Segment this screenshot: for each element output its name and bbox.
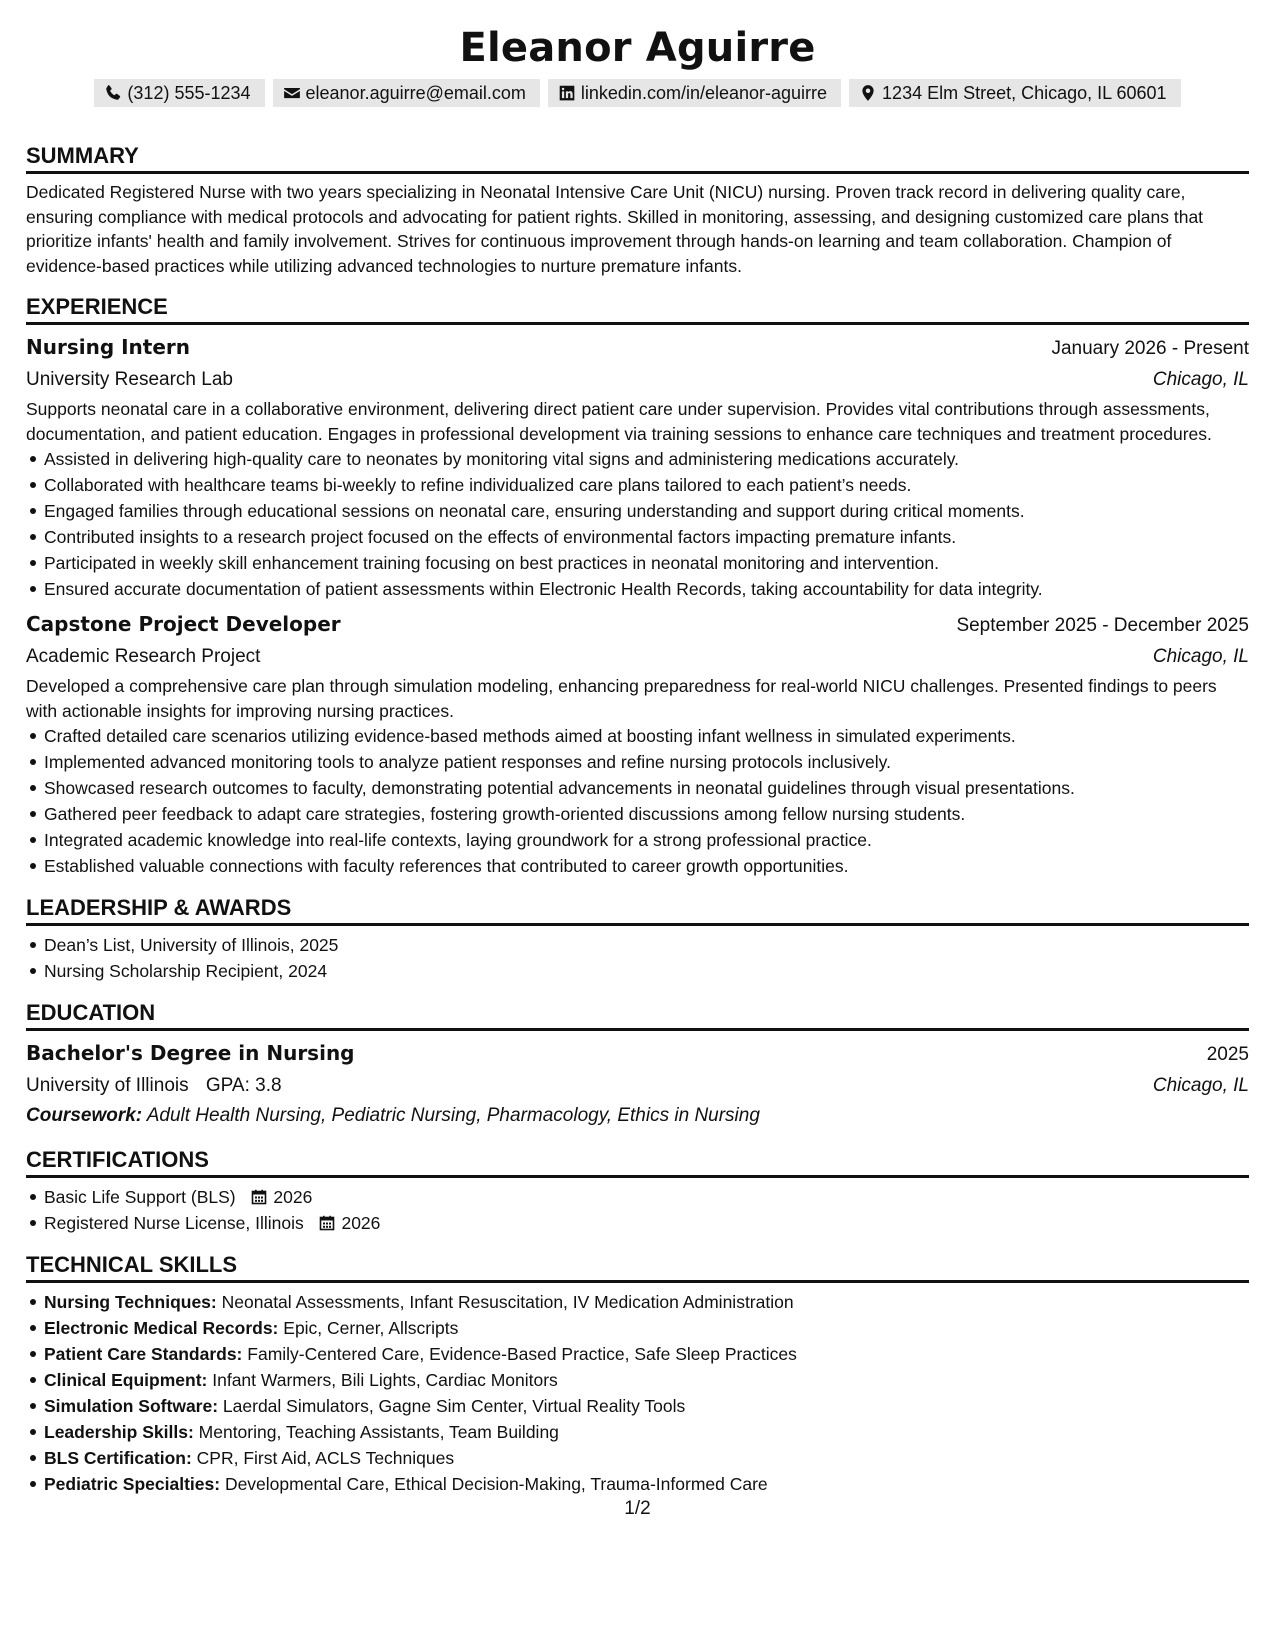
job-dates: January 2026 - Present [1051,338,1249,359]
job-location: Chicago, IL [1152,369,1249,390]
skill-values: Neonatal Assessments, Infant Resuscitation, IV Medication Administration [221,1292,794,1312]
education-section [26,998,1249,1131]
skill-values: Mentoring, Teaching Assistants, Team Building [198,1422,559,1442]
linkedin-chip[interactable] [548,79,841,107]
degree-title: Bachelor's Degree in Nursing [26,1041,355,1065]
list-item [26,1367,1249,1393]
certifications-list [26,1184,1249,1236]
list-item [26,1445,1249,1471]
list-item [26,1184,1249,1210]
job-location: Chicago, IL [1152,646,1249,667]
list-item: Engaged families through educational sessions on neonatal care, ensuring understanding and support during critical moments. [26,498,1249,524]
experience-section [26,292,1249,879]
certifications-section [26,1145,1249,1236]
list-item: Crafted detailed care scenarios utilizing evidence-based methods aimed at boosting infant wellness in simulated experiments. [26,723,1249,749]
section-title: CERTIFICATIONS [26,1147,209,1172]
section-divider [26,1175,1249,1178]
job-entry [26,331,1249,602]
skill-values: Epic, Cerner, Allscripts [283,1318,459,1338]
section-title: EDUCATION [26,1000,156,1025]
street-address: 1234 Elm Street, Chicago, IL 60601 [882,83,1167,103]
linkedin-url: linkedin.com/in/eleanor-aguirre [580,83,828,103]
job-entry [26,608,1249,879]
job-title: Capstone Project Developer [26,612,341,636]
skill-category: Patient Care Standards: [44,1344,243,1364]
list-item: Implemented advanced monitoring tools to analyze patient responses and refine nursing protocols inclusively. [26,749,1249,775]
coursework-list: Adult Health Nursing, Pediatric Nursing, Pharmacology, Ethics in Nursing [146,1105,760,1126]
certification-name: Registered Nurse License, Illinois [44,1213,304,1233]
phone-chip[interactable] [94,79,264,107]
skill-values: Developmental Care, Ethical Decision-Making, Trauma-Informed Care [224,1474,768,1494]
job-organization: Academic Research Project [26,646,261,667]
list-item: Established valuable connections with faculty references that contributed to career growth opportunities. [26,853,1249,879]
skills-section [26,1250,1249,1497]
list-item [26,1210,1249,1236]
calendar-icon [251,1189,267,1205]
linkedin-icon [558,84,576,102]
section-divider [26,1028,1249,1031]
skill-category: Electronic Medical Records: [44,1318,279,1338]
skill-values: CPR, First Aid, ACLS Techniques [196,1448,455,1468]
list-item: Gathered peer feedback to adapt care strategies, fostering growth-oriented discussions among fellow nursing students. [26,801,1249,827]
email-chip[interactable] [273,79,540,107]
list-item [26,1393,1249,1419]
job-bullets [26,446,1249,602]
section-title: EXPERIENCE [26,294,168,319]
awards-list [26,932,1249,984]
job-organization: University Research Lab [26,369,233,390]
section-title: SUMMARY [26,143,139,168]
contact-bar [26,79,1249,107]
leadership-section [26,893,1249,984]
list-item: Integrated academic knowledge into real-life contexts, laying groundwork for a strong professional practice. [26,827,1249,853]
section-divider [26,923,1249,926]
coursework [26,1101,1249,1131]
school-location: Chicago, IL [1152,1075,1249,1096]
summary-section [26,141,1249,278]
list-item: Showcased research outcomes to faculty, demonstrating potential advancements in neonatal guidelines through visual presentations. [26,775,1249,801]
certification-year: 2026 [341,1213,381,1233]
skill-category: BLS Certification: [44,1448,192,1468]
skill-category: Leadership Skills: [44,1422,194,1442]
skill-values: Family-Centered Care, Evidence-Based Practice, Safe Sleep Practices [247,1344,797,1364]
list-item: Collaborated with healthcare teams bi-weekly to refine individualized care plans tailored to each patient’s needs. [26,472,1249,498]
graduation-year: 2025 [1206,1044,1249,1065]
list-item: Contributed insights to a research project focused on the effects of environmental factors impacting premature infants. [26,524,1249,550]
phone-icon [104,84,122,102]
job-title: Nursing Intern [26,335,191,359]
job-description: Developed a comprehensive care plan through simulation modeling, enhancing preparedness for real-world NICU challenges. Presented findings to peers with actionable insights for improving nursing practices. [26,676,1217,721]
list-item: Nursing Scholarship Recipient, 2024 [26,958,1249,984]
job-dates: September 2025 - December 2025 [956,615,1249,636]
section-divider [26,171,1249,174]
section-divider [26,322,1249,325]
list-item [26,1471,1249,1497]
list-item [26,1289,1249,1315]
candidate-name: Eleanor Aguirre [459,25,816,71]
skill-category: Simulation Software: [44,1396,219,1416]
skill-category: Clinical Equipment: [44,1370,208,1390]
job-description: Supports neonatal care in a collaborative environment, delivering direct patient care under supervision. Provides vital contributions through assessments, documentation, and patient education. Engages in professional development via training sessions to enhance care techniques and treatment procedures. [26,399,1212,444]
section-title: LEADERSHIP & AWARDS [26,895,292,920]
list-item [26,1315,1249,1341]
section-title: TECHNICAL SKILLS [26,1252,238,1277]
email-address: eleanor.aguirre@email.com [305,83,526,103]
certification-year: 2026 [273,1187,313,1207]
page-number: 1/2 [624,1498,651,1519]
section-divider [26,1280,1249,1283]
job-bullets [26,723,1249,879]
list-item [26,1341,1249,1367]
list-item [26,1419,1249,1445]
list-item: Assisted in delivering high-quality care to neonates by monitoring vital signs and administering medications accurately. [26,446,1249,472]
phone-number: (312) 555-1234 [127,83,251,103]
list-item: Ensured accurate documentation of patient assessments within Electronic Health Records, taking accountability for data integrity. [26,576,1249,602]
gpa: GPA: 3.8 [205,1075,282,1096]
summary-text: Dedicated Registered Nurse with two years specializing in Neonatal Intensive Care Unit (NICU) nursing. Proven track record in delivering quality care, ensuring compliance with medical protocols and advocating for patient rights. Skilled in monitoring, assessing, and designing customized care plans that prioritize infants' health and family involvement. Strives for continuous improvement through hands-on learning and team collaboration. Champion of evidence-based practices while utilizing advanced technologies to nurture premature infants. [26,182,1204,276]
skill-category: Pediatric Specialties: [44,1474,221,1494]
list-item: Participated in weekly skill enhancement training focusing on best practices in neonatal monitoring and intervention. [26,550,1249,576]
skill-values: Laerdal Simulators, Gagne Sim Center, Virtual Reality Tools [222,1396,686,1416]
location-pin-icon [859,84,877,102]
calendar-icon [319,1215,335,1231]
skills-list [26,1289,1249,1497]
skill-values: Infant Warmers, Bili Lights, Cardiac Monitors [212,1370,558,1390]
list-item: Dean’s List, University of Illinois, 2025 [26,932,1249,958]
envelope-icon [283,84,301,102]
address-chip[interactable] [849,79,1181,107]
skill-category: Nursing Techniques: [44,1292,217,1312]
coursework-label: Coursework: [26,1105,143,1126]
school-name: University of Illinois [26,1075,189,1096]
certification-name: Basic Life Support (BLS) [44,1187,236,1207]
resume-page [26,0,1249,1497]
